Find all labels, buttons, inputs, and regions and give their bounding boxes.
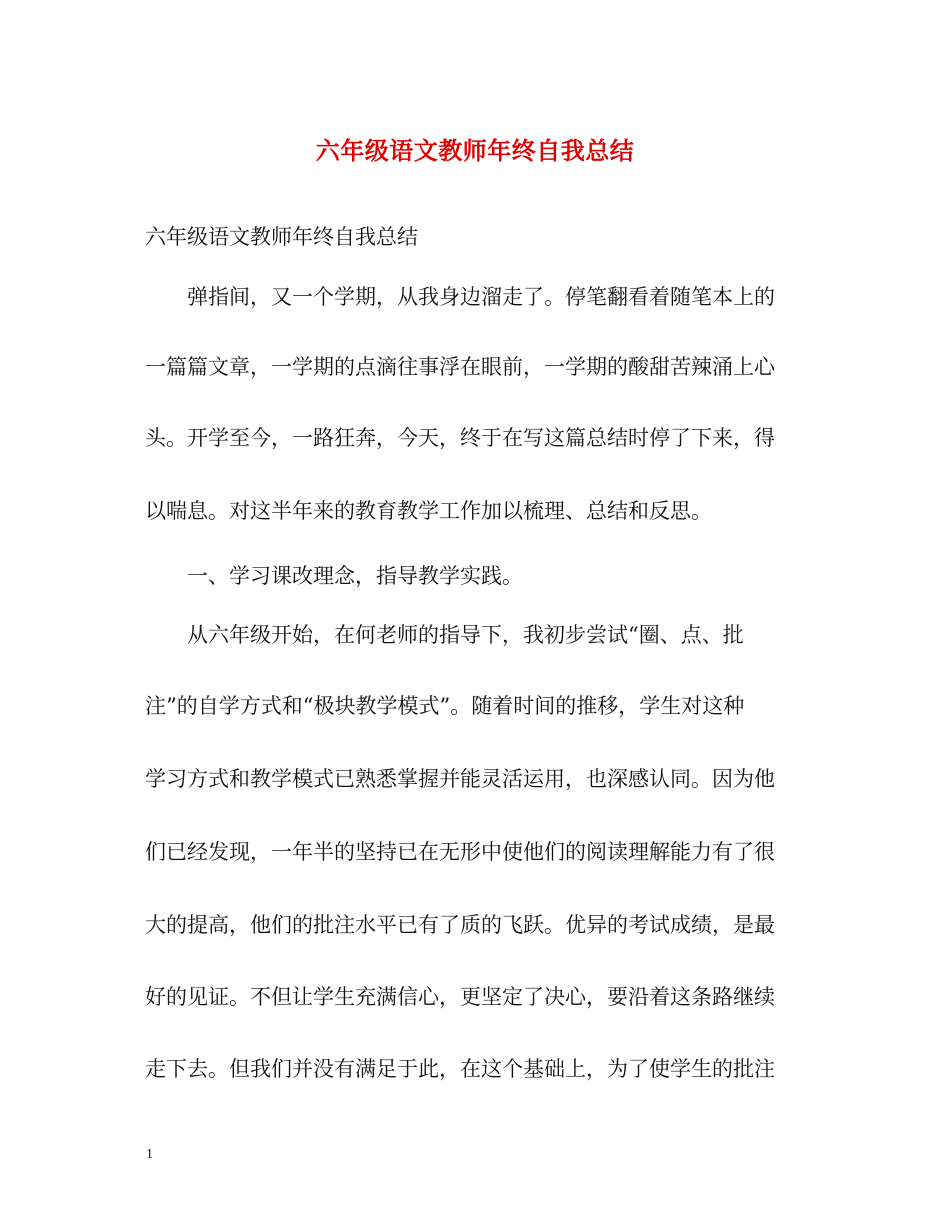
paragraph-line-4: 以喘息。对这半年来的教育教学工作加以梳理、总结和反思。 <box>145 499 712 523</box>
paragraph-line-3: 头。开学至今，一路狂奔，今天，终于在写这篇总结时停了下来，得 <box>145 426 775 450</box>
subtitle-line: 六年级语文教师年终自我总结 <box>145 225 418 249</box>
paragraph-line-1: 弹指间，又一个学期，从我身边溜走了。停笔翻看着随笔本上的 <box>145 285 775 309</box>
paragraph-line-7: 学习方式和教学模式已熟悉掌握并能灵活运用，也深感认同。因为他 <box>145 767 775 791</box>
paragraph-line-11: 走下去。但我们并没有满足于此，在这个基础上，为了使学生的批注 <box>145 1057 775 1081</box>
paragraph-line-5: 从六年级开始，在何老师的指导下，我初步尝试“圈、点、批 <box>145 623 744 647</box>
section-heading-1: 一、学习课改理念，指导教学实践。 <box>145 564 523 588</box>
paragraph-line-10: 好的见证。不但让学生充满信心，更坚定了决心，要沿着这条路继续 <box>145 985 775 1009</box>
paragraph-line-6: 注”的自学方式和“极块教学模式”。随着时间的推移，学生对这种 <box>145 694 745 718</box>
paragraph-line-2: 一篇篇文章，一学期的点滴往事浮在眼前，一学期的酸甜苦辣涌上心 <box>145 355 775 379</box>
page-number: 1 <box>146 1147 153 1162</box>
paragraph-line-9: 大的提高，他们的批注水平已有了质的飞跃。优异的考试成绩，是最 <box>145 913 775 937</box>
paragraph-line-8: 们已经发现，一年半的坚持已在无形中使他们的阅读理解能力有了很 <box>145 840 775 864</box>
document-title: 六年级语文教师年终自我总结 <box>315 136 635 165</box>
